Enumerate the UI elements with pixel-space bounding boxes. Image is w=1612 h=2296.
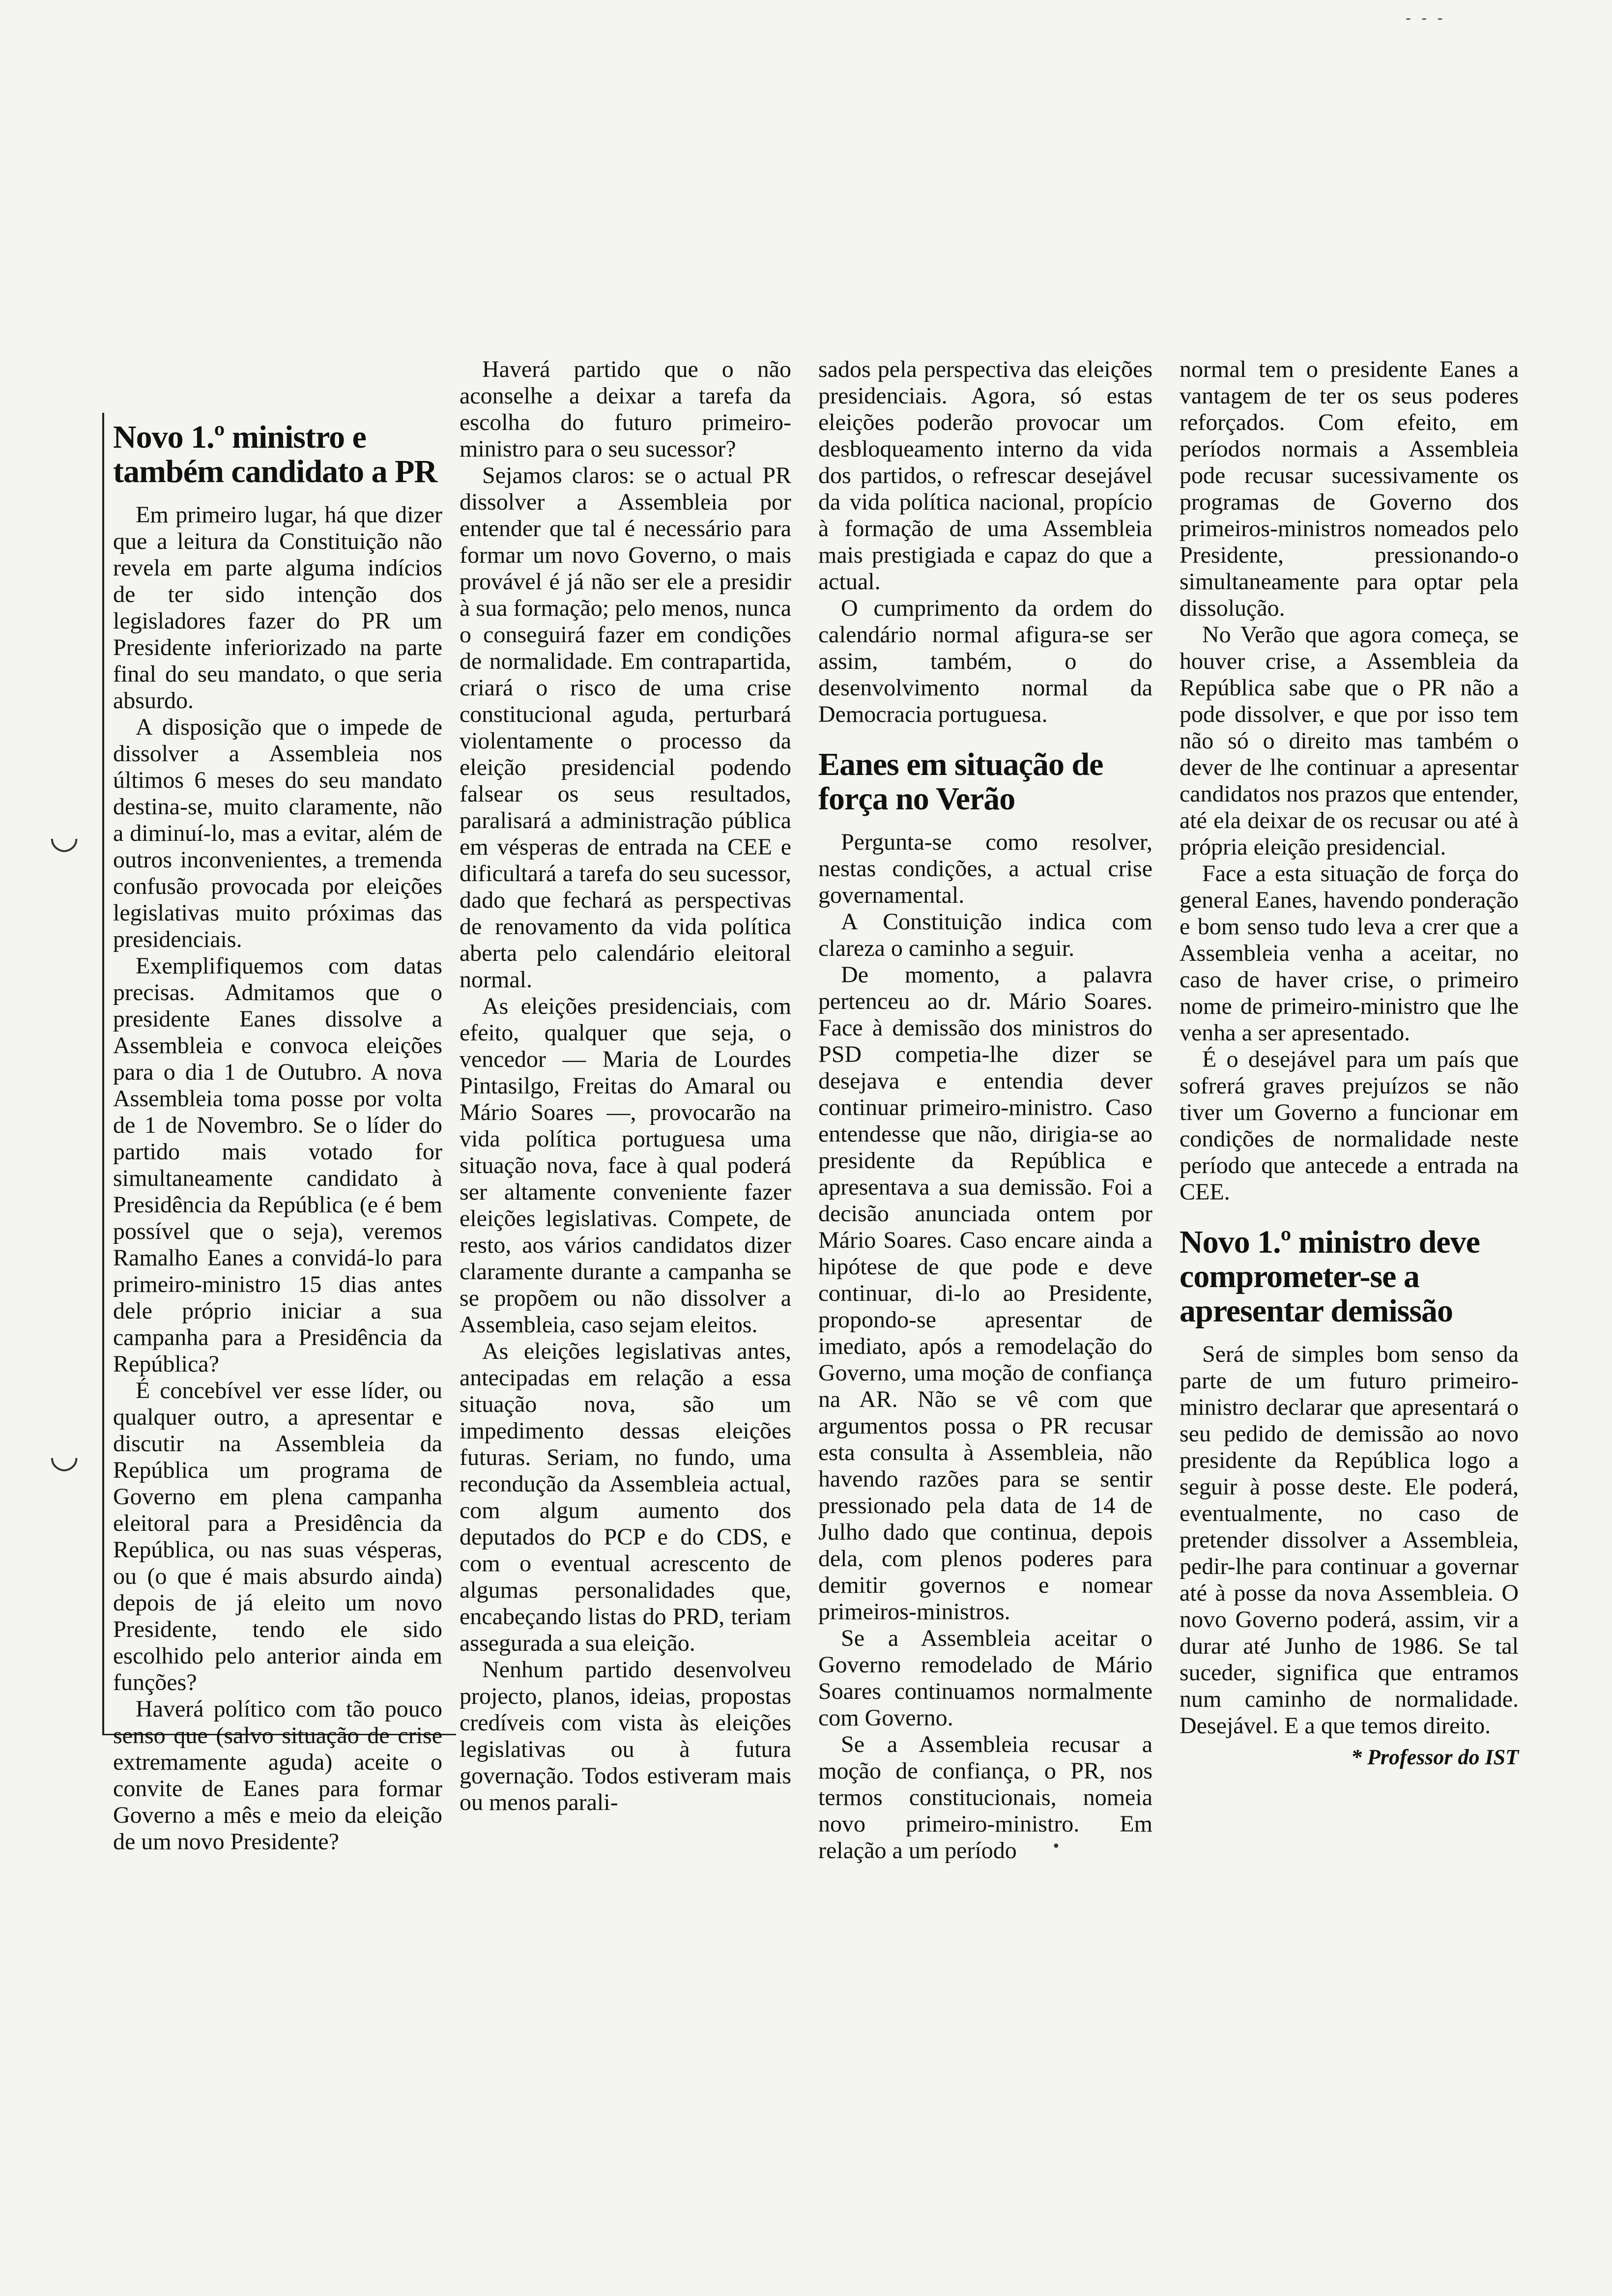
column-border-left — [102, 413, 104, 1735]
paragraph: Haverá político com tão pouco senso que (salvo situação de crise extremamente aguda) aceite o convite de Eanes para formar Governo a mês e meio da eleição de um novo Presidente? — [113, 1696, 442, 1855]
paragraph: Haverá partido que o não aconselhe a deixar a tarefa da escolha do futuro primeiro-ministro para o seu sucessor? — [460, 356, 791, 462]
paragraph: É o desejável para um país que sofrerá graves prejuízos se não tiver um Governo a funcionar em condições de normalidade neste período que antecede a entrada na CEE. — [1180, 1046, 1519, 1205]
paragraph: Nenhum partido desenvolveu projecto, planos, ideias, propostas credíveis com vista às eleições legislativas ou à futura governação. Todos estiveram mais ou menos parali- — [460, 1657, 791, 1815]
paragraph: Se a Assembleia recusar a moção de confiança, o PR, nos termos constitucionais, nomeia novo primeiro-ministro. Em relação a um período — [818, 1731, 1152, 1864]
paragraph: O cumprimento da ordem do calendário normal afigura-se ser assim, também, o do desenvolvimento normal da Democracia portuguesa. — [818, 595, 1152, 727]
paragraph: Se a Assembleia aceitar o Governo remodelado de Mário Soares continuamos normalmente com Governo. — [818, 1625, 1152, 1731]
scan-artifact-icon: - - - — [1406, 10, 1446, 27]
paragraph: É concebível ver esse líder, ou qualquer outro, a apresentar e discutir na Assembleia da República um programa de Governo em plena campanha eleitoral para a Presidência da República, ou nas suas vésperas, ou (o que é mais absurdo ainda) depois de já eleito um novo Presidente, tendo ele sido escolhido pelo anterior ainda em funções? — [113, 1378, 442, 1695]
paragraph: Pergunta-se como resolver, nestas condições, a actual crise governamental. — [818, 829, 1152, 908]
paragraph: A disposição que o impede de dissolver a Assembleia nos últimos 6 meses do seu mandato destina-se, muito claramente, não a diminuí-lo, mas a evitar, além de outros inconvenientes, a tremenda confusão provocada por eleições legislativas muito próximas das presidenciais. — [113, 714, 442, 952]
paragraph: Sejamos claros: se o actual PR dissolver a Assembleia por entender que tal é necessário para formar um novo Governo, o mais provável é já não ser ele a presidir à sua formação; pelo menos, nunca o conseguirá fazer em condições de normalidade. Em contrapartida, criará o risco de uma crise constitucional aguda, perturbará violentamente o processo da eleição presidencial podendo falsear os seus resultados, paralisará a administração pública em vésperas de entrada na CEE e dificultará a tarefa do seu sucessor, dado que fechará as perspectivas de renovamento da vida política aberta pelo calendário eleitoral normal. — [460, 462, 791, 993]
section-heading: Eanes em situação de força no Verão — [818, 746, 1103, 817]
punch-hole-mark-icon: ◡ — [49, 1435, 80, 1475]
article-column-2 — [460, 356, 791, 1816]
paragraph: A Constituição indica com clareza o caminho a seguir. — [818, 909, 1152, 961]
paragraph: As eleições legislativas antes, antecipadas em relação a essa situação nova, são um impedimento dessas eleições futuras. Seriam, no fundo, uma recondução da Assembleia actual, com algum aumento dos deputados do PCP e do CDS, e com o eventual acrescento de algumas personalidades que, encabeçando listas do PRD, teriam assegurada a sua eleição. — [460, 1338, 791, 1656]
punch-hole-mark-icon: ◡ — [49, 816, 80, 856]
paragraph: De momento, a palavra pertenceu ao dr. Mário Soares. Face à demissão dos ministros do PSD competia-lhe dizer se desejava e entendia dever continuar primeiro-ministro. Caso entendesse que não, dirigia-se ao presidente da República e apresentava a sua demissão. Foi a decisão anunciada ontem por Mário Soares. Caso encare ainda a hipótese de que pode e deve continuar, di-lo ao Presidente, propondo-se apresentar de imediato, após a remodelação do Governo, uma moção de confiança na AR. Não se vê com que argumentos possa o PR recusar esta consulta à Assembleia, não havendo razões para se sentir pressionado pela data de 14 de Julho dado que continua, depois dela, com plenos poderes para demitir governos e nomear primeiros-ministros. — [818, 962, 1152, 1625]
paragraph: normal tem o presidente Eanes a vantagem de ter os seus poderes reforçados. Com efeito, em períodos normais a Assembleia pode recusar sucessivamente os programas de Governo dos primeiros-ministros nomeados pelo Presidente, pressionando-o simultaneamente para optar pela dissolução. — [1180, 356, 1519, 621]
paragraph: sados pela perspectiva das eleições presidenciais. Agora, só estas eleições poderão provocar um desbloqueamento interno da vida dos partidos, o refrescar desejável da vida política nacional, propício à formação de uma Assembleia mais prestigiada e capaz do que a actual. — [818, 356, 1152, 595]
paragraph: Em primeiro lugar, há que dizer que a leitura da Constituição não revela em parte alguma indícios de ter sido intenção dos legisladores fazer do PR um Presidente inferiorizado na parte final do seu mandato, o que seria absurdo. — [113, 502, 442, 714]
paragraph: No Verão que agora começa, se houver crise, a Assembleia da República sabe que o PR não a pode dissolver, e que por isso tem não só o direito mas também o dever de lhe continuar a apresentar candidatos nos prazos que entender, até ela deixar de os recusar ou até à própria eleição presidencial. — [1180, 622, 1519, 860]
article-column-4 — [1180, 356, 1519, 1771]
paragraph: Será de simples bom senso da parte de um futuro primeiro-ministro declarar que apresentará o seu pedido de demissão ao novo presidente da República logo a seguir à posse deste. Ele poderá, eventualmente, no caso de pretender dissolver a Assembleia, pedir-lhe para continuar a governar até à posse da nova Assembleia. O novo Governo poderá, assim, vir a durar até Junho de 1986. Se tal suceder, significa que entramos num caminho de normalidade. Desejável. E a que temos direito. — [1180, 1341, 1519, 1739]
article-column-3 — [818, 356, 1152, 1864]
section-heading: Novo 1.º ministro deve comprometer-se a apresentar demissão — [1180, 1224, 1480, 1329]
author-byline: * Professor do IST — [1351, 1745, 1519, 1769]
article-column-1 — [113, 420, 442, 1855]
paragraph: Face a esta situação de força do general Eanes, havendo ponderação e bom senso tudo leva a crer que a Assembleia venha a aceitar, no caso de haver crise, o primeiro nome de primeiro-ministro que lhe venha a ser apresentado. — [1180, 861, 1519, 1046]
speck-mark-icon: • — [1052, 1838, 1061, 1855]
paragraph: As eleições presidenciais, com efeito, qualquer que seja, o vencedor — Maria de Lourdes Pintasilgo, Freitas do Amaral ou Mário Soares —, provocarão na vida política portuguesa uma situação nova, face à qual poderá ser altamente conveniente fazer eleições legislativas. Compete, de resto, aos vários candidatos dizer claramente durante a campanha se se propõem ou não dissolver a Assembleia, caso sejam eleitos. — [460, 993, 791, 1338]
paragraph: Exemplifiquemos com datas precisas. Admitamos que o presidente Eanes dissolve a Assembleia e convoca eleições para o dia 1 de Outubro. A nova Assembleia toma posse por volta de 1 de Novembro. Se o líder do partido mais votado for simultaneamente candidato à Presidência da República (e é bem possível que o seja), veremos Ramalho Eanes a convidá-lo para primeiro-ministro 15 dias antes dele próprio iniciar a sua campanha para a Presidência da República? — [113, 953, 442, 1377]
section-heading: Novo 1.º ministro e também candidato a PR — [113, 419, 437, 489]
